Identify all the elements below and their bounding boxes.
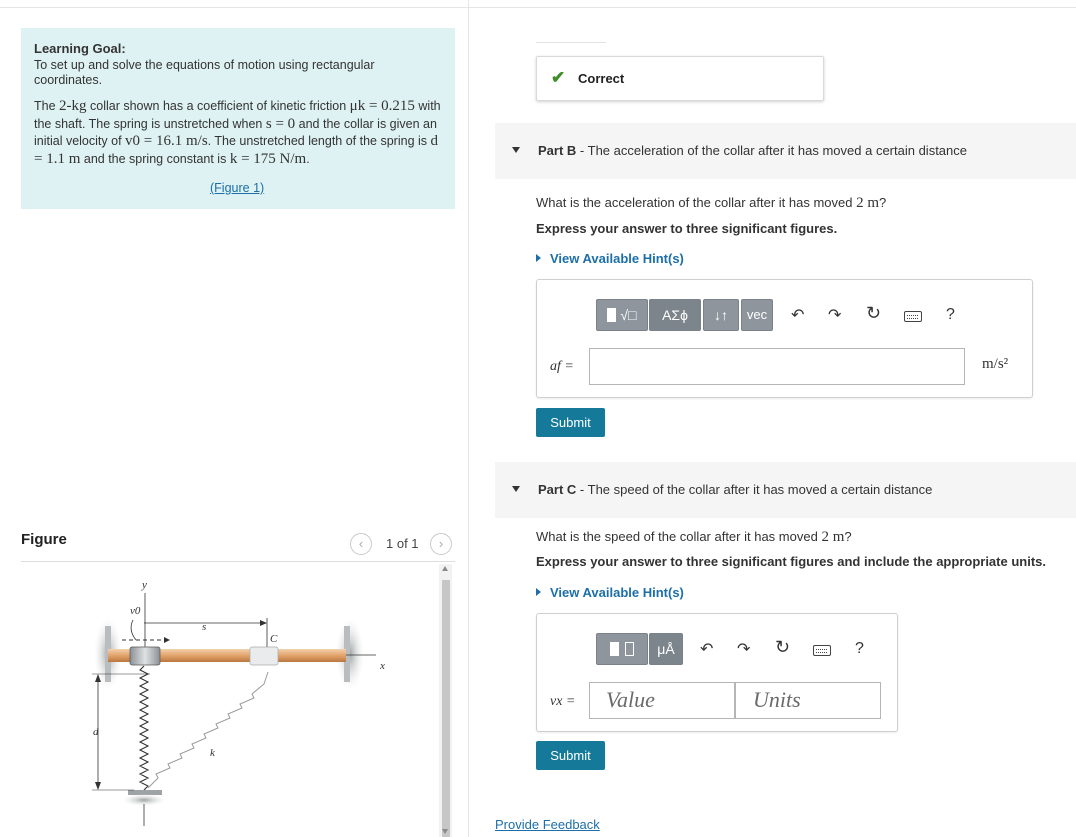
d-label: d [93, 726, 99, 738]
part-b-label: Part B [538, 143, 577, 158]
sqrt-icon: √□ [620, 307, 637, 323]
reset-icon[interactable]: ↻ [775, 637, 791, 657]
help-icon[interactable]: ? [855, 640, 864, 657]
learning-goal-panel [21, 28, 455, 209]
undo-icon[interactable]: ↶ [791, 307, 805, 324]
templates-button[interactable] [596, 299, 648, 331]
hint-triangle-icon [536, 254, 541, 262]
correct-status-box [536, 56, 824, 101]
part-separator: - [576, 143, 588, 158]
spring-constant-value: k = 175 N/m [229, 150, 307, 167]
s-label: s [202, 621, 207, 633]
help-icon[interactable]: ? [946, 306, 955, 323]
provide-feedback-link[interactable]: Provide Feedback [495, 817, 600, 832]
redo-icon[interactable]: ↷ [828, 307, 842, 324]
question-suffix: ? [844, 529, 852, 544]
learning-goal-title: Learning Goal: [34, 41, 126, 56]
distance-value: 2 m [856, 195, 880, 211]
collapse-triangle-icon[interactable] [512, 486, 520, 492]
figure-title: Figure [21, 531, 67, 548]
part-c-answer-box [536, 613, 898, 732]
part-b-title [538, 143, 967, 158]
part-b-header[interactable] [495, 123, 1076, 179]
friction-value: μk = 0.215 [349, 98, 415, 114]
part-b-question [536, 195, 886, 212]
s-zero-value: s = 0 [265, 115, 296, 132]
problem-text: and the spring constant is [83, 151, 227, 166]
part-b-hint-link[interactable] [536, 251, 684, 266]
hint-triangle-icon [536, 588, 541, 596]
units-button[interactable]: μÅ [649, 633, 683, 665]
value-input[interactable] [589, 682, 735, 719]
part-b-answer-box [536, 279, 1033, 398]
part-b-instruction: Express your answer to three significant figures. [536, 221, 838, 236]
greek-symbols-button[interactable]: ΑΣϕ [649, 299, 701, 331]
acceleration-input[interactable] [589, 348, 965, 385]
template-box-icon [625, 642, 634, 656]
correct-label: Correct [578, 71, 625, 86]
part-c-submit-button[interactable]: Submit [536, 741, 605, 770]
spring-k-label: k [210, 747, 215, 759]
figure-scroll-thumb[interactable] [442, 580, 450, 837]
scroll-down-arrow-icon[interactable] [442, 829, 448, 834]
collapse-triangle-icon[interactable] [512, 147, 520, 153]
v0-tick [131, 620, 136, 640]
value-placeholder: Value [606, 687, 655, 712]
keyboard-icon[interactable] [813, 645, 831, 656]
collar-c-label: C [270, 633, 278, 645]
mass-value: 2-kg [59, 98, 87, 114]
chevron-right-icon[interactable]: › [430, 533, 452, 555]
part-c-instruction: Express your answer to three significant figures and include the appropriate units. [536, 554, 1046, 569]
learning-goal-description: To set up and solve the equations of motion using rectangular coordinates. [34, 58, 375, 87]
velocity-arrowhead [164, 637, 170, 643]
checkmark-icon: ✔ [551, 68, 566, 87]
chevron-left-icon[interactable]: ‹ [350, 533, 372, 555]
question-suffix: ? [879, 195, 887, 210]
hint-label: View Available Hint(s) [550, 585, 684, 600]
collar-initial [130, 647, 160, 665]
problem-text: . The unstretched length of the spring is [207, 134, 428, 148]
scroll-up-arrow-icon[interactable] [442, 566, 448, 571]
undo-icon[interactable]: ↶ [700, 641, 714, 658]
part-c-header[interactable] [495, 462, 1076, 518]
part-c-label: Part C [538, 482, 577, 497]
d-arrow-bottom [95, 782, 101, 790]
vertical-spring [140, 666, 148, 790]
y-axis-label: y [142, 579, 147, 591]
part-c-question [536, 529, 852, 546]
figure-link[interactable]: (Figure 1) [210, 181, 265, 195]
s-arrowhead [260, 620, 267, 626]
problem-text: and the collar is given an initial velocity of [34, 116, 437, 148]
collar-displaced [250, 647, 278, 665]
figure-page-count: 1 of 1 [386, 536, 419, 551]
vx-label: vx = [550, 694, 576, 709]
part-c-title [538, 482, 932, 497]
keyboard-icon[interactable] [904, 311, 922, 322]
part-a-divider [536, 42, 606, 43]
redo-icon[interactable]: ↷ [737, 641, 751, 658]
subscript-superscript-button[interactable]: ↓↑ [703, 299, 739, 331]
problem-text: . [306, 151, 310, 166]
part-c-hint-link[interactable] [536, 585, 684, 600]
velocity-value: v0 = 16.1 m/s [125, 133, 208, 149]
part-c-title-text: The speed of the collar after it has moved a certain distance [587, 482, 933, 497]
distance-value: 2 m [821, 529, 845, 545]
part-separator: - [576, 482, 588, 497]
x-axis-label: x [380, 660, 385, 672]
units-placeholder: Units [753, 687, 801, 712]
stretched-spring [148, 672, 268, 788]
problem-statement [34, 98, 444, 168]
problem-text: collar shown has a coefficient of kinetic friction [90, 99, 347, 113]
templates-button[interactable] [596, 633, 648, 665]
collar-spring-diagram [78, 568, 398, 836]
acceleration-unit: m/s² [982, 356, 1009, 372]
part-b-submit-button[interactable]: Submit [536, 408, 605, 437]
question-text: What is the acceleration of the collar after it has moved [536, 195, 853, 210]
column-divider [468, 0, 469, 837]
question-text: What is the speed of the collar after it has moved [536, 529, 818, 544]
template-block-icon [610, 642, 619, 656]
units-input[interactable] [735, 682, 881, 719]
hint-label: View Available Hint(s) [550, 251, 684, 266]
af-label: af = [550, 359, 574, 374]
vector-button[interactable]: vec [741, 299, 773, 331]
template-block-icon [607, 308, 616, 322]
top-divider [0, 7, 1076, 8]
length-value: d = 1.1 m [34, 133, 439, 167]
problem-text: with the shaft. The spring is unstretched when [34, 99, 441, 131]
figure-divider [21, 561, 455, 562]
v0-label: v0 [130, 605, 141, 617]
part-b-title-text: The acceleration of the collar after it has moved a certain distance [587, 143, 967, 158]
reset-icon[interactable]: ↻ [866, 303, 882, 323]
problem-text: The [34, 99, 56, 113]
